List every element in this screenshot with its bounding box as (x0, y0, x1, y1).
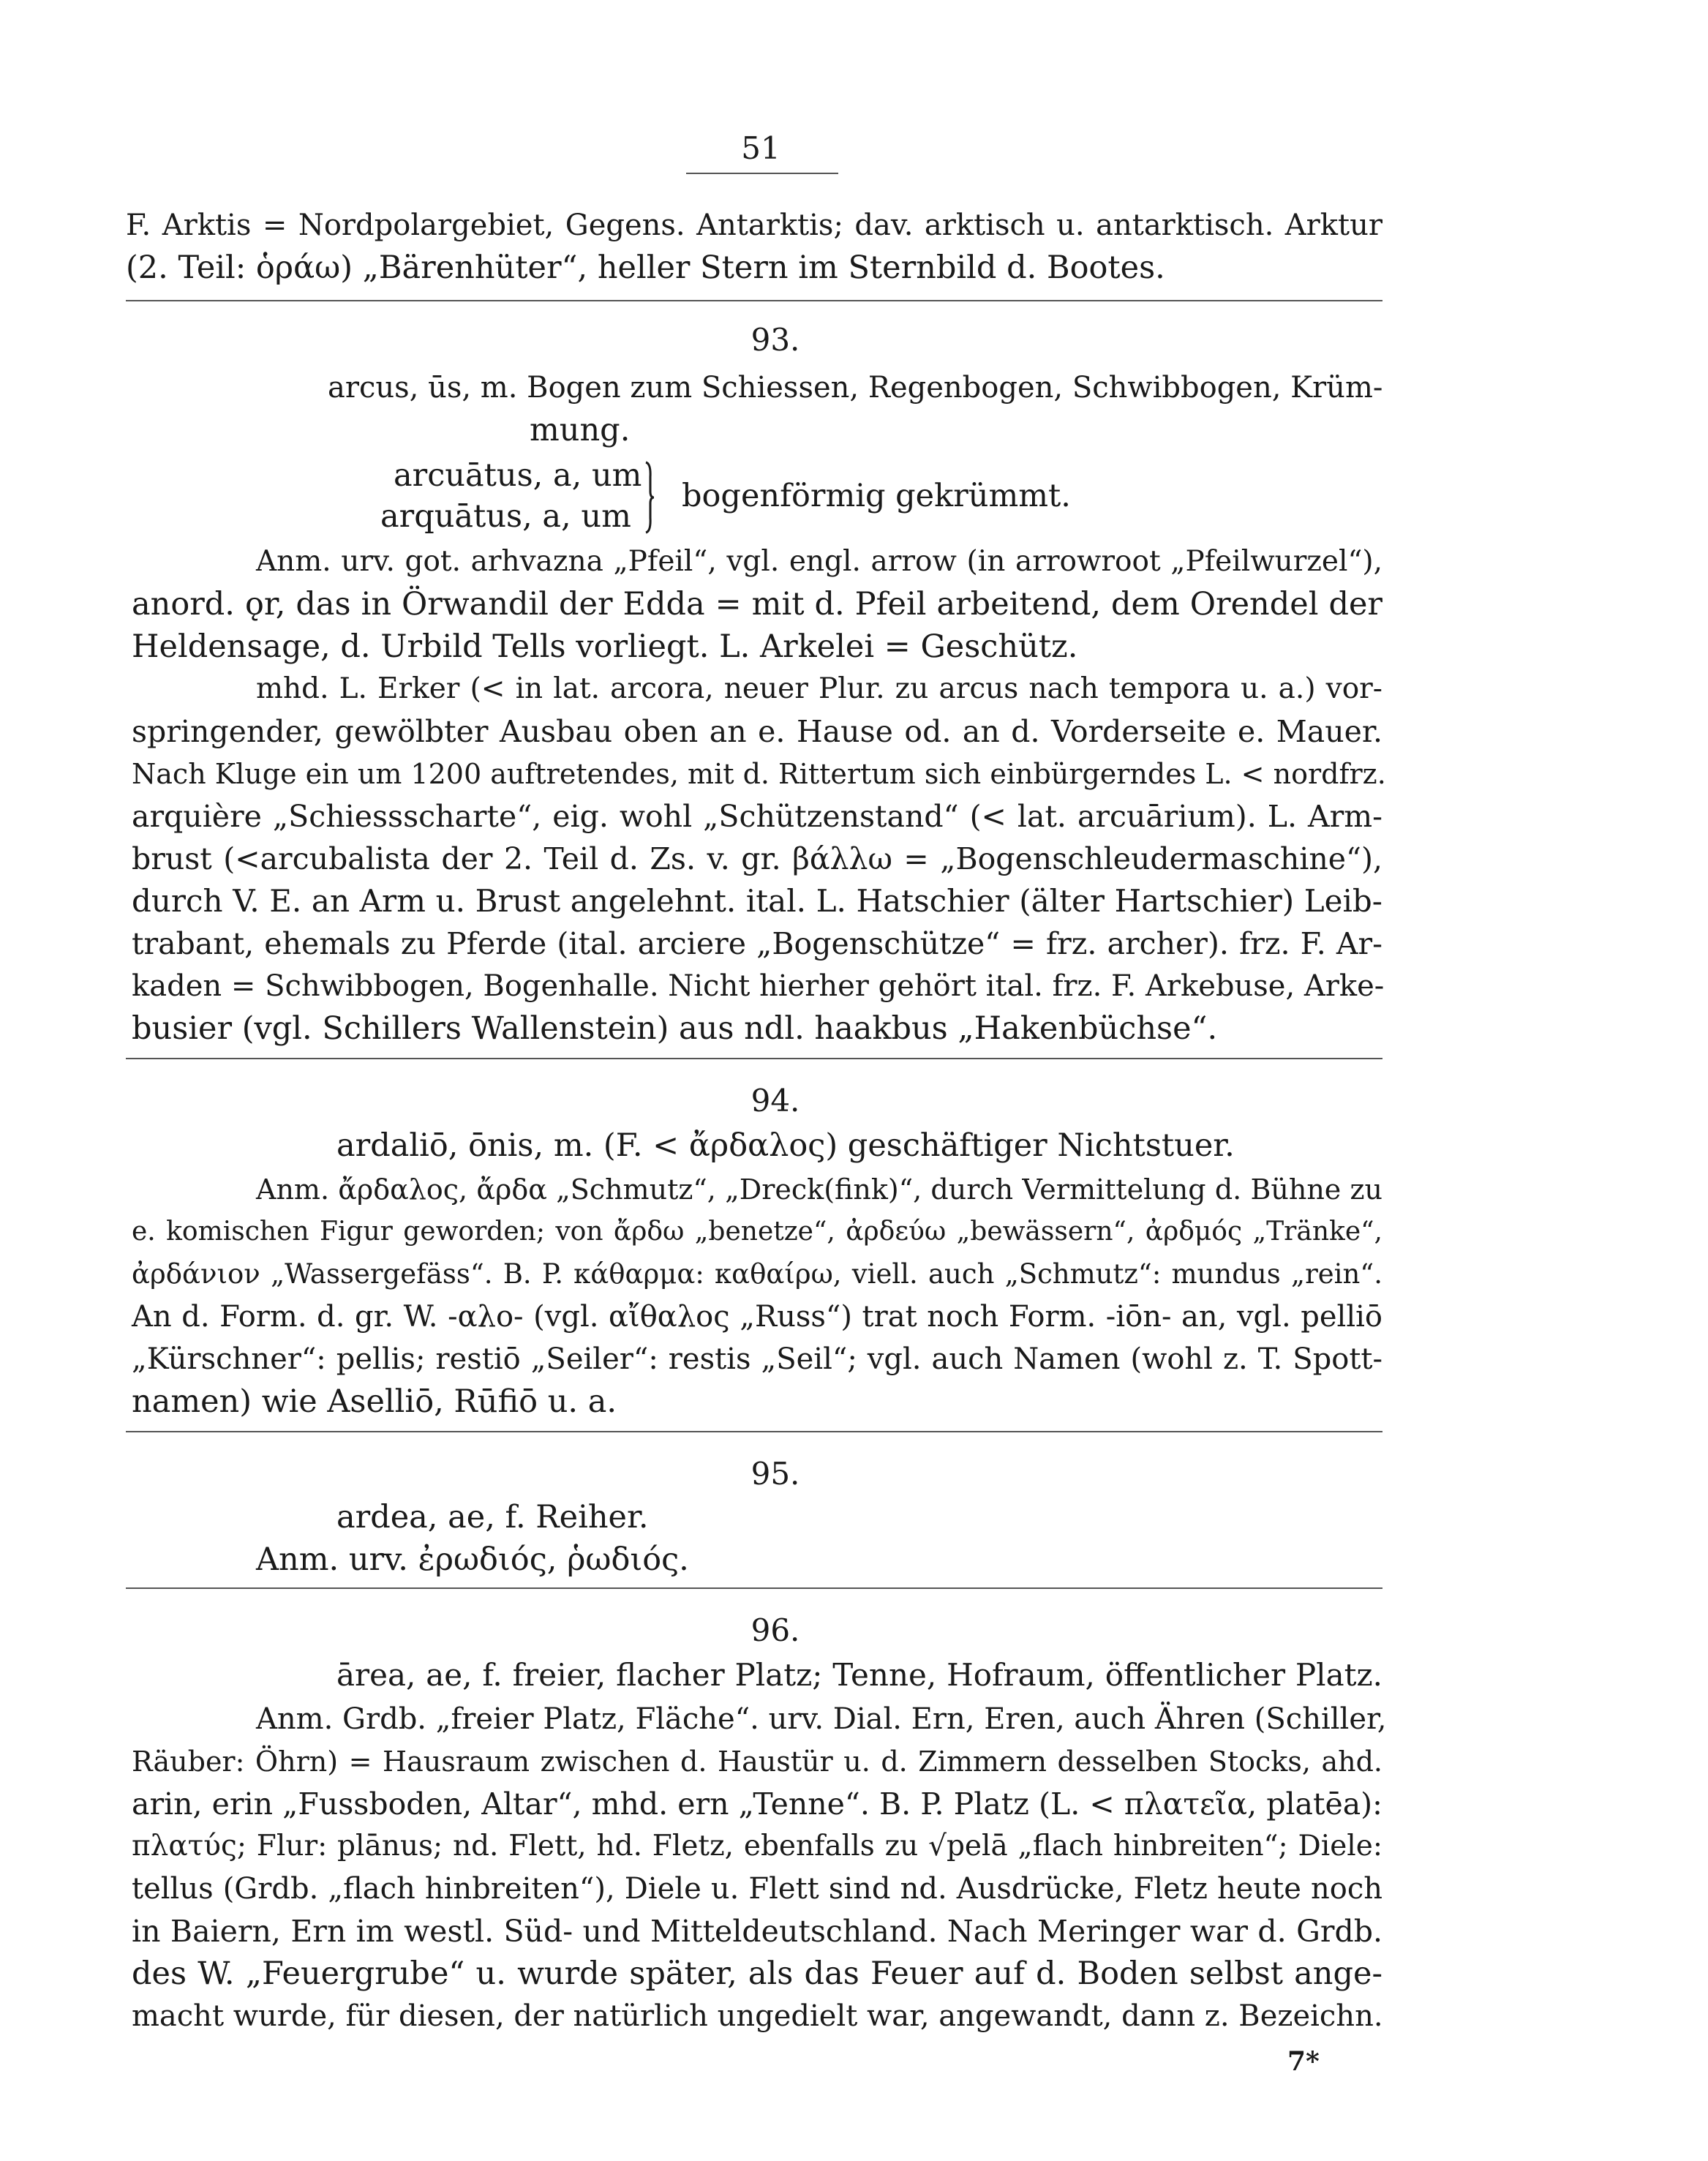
entry-note-line: Heldensage, d. Urbild Tells vorliegt. L. Arkelei = Geschütz. (132, 628, 1078, 665)
entry-variant: arcuātus, a, um (394, 457, 642, 494)
entry-note-line: ἀρδάνιον „Wassergefäss“. B. P. κάθαρμα: καθαίρω, viell. auch „Schmutz“: mundus „rein“. (132, 1258, 1382, 1290)
entry-headword: ardaliō, ōnis, m. (F. < ἄρδαλος) geschäftiger Nichtstuer. (336, 1127, 1235, 1164)
entry-headword-continuation: mung. (530, 412, 631, 448)
signature-mark: 7* (1287, 2046, 1320, 2077)
entry-note-line: „Kürschner“: pellis; restiō „Seiler“: restis „Seil“; vgl. auch Namen (wohl z. T. Spott- (132, 1342, 1382, 1376)
entry-variant: arquātus, a, um (380, 498, 631, 535)
entry-headword: arcus, ūs, m. Bogen zum Schiessen, Regenbogen, Schwibbogen, Krüm- (328, 371, 1383, 405)
entry-note-line: busier (vgl. Schillers Wallenstein) aus ndl. haakbus „Hakenbüchse“. (132, 1010, 1218, 1047)
section-divider (126, 1431, 1382, 1432)
section-divider (126, 300, 1382, 301)
entry-headword: ārea, ae, f. freier, flacher Platz; Tenne, Hofraum, öffentlicher Platz. (336, 1657, 1382, 1693)
entry-number: 94. (750, 1083, 800, 1119)
entry-note-line: brust (<arcubalista der 2. Teil d. Zs. v. gr. βάλλω = „Bogenschleudermaschine“), (132, 841, 1382, 876)
entry-note-line: mhd. L. Erker (< in lat. arcora, neuer Plur. zu arcus nach tempora u. a.) vor- (256, 672, 1382, 705)
entry-note-line: Anm. Grdb. „freier Platz, Fläche“. urv. Dial. Ern, Eren, auch Ähren (Schiller, (256, 1702, 1387, 1736)
section-divider (126, 1058, 1382, 1059)
entry-note-line: springender, gewölbter Ausbau oben an e. Hause od. an d. Vorderseite e. Mauer. (132, 714, 1382, 749)
entry-note-line: An d. Form. d. gr. W. -αλο- (vgl. αἴθαλος „Russ“) trat noch Form. -iōn- an, vgl. pelliō (132, 1300, 1382, 1334)
entry-note-line: in Baiern, Ern im westl. Süd- und Mitteldeutschland. Nach Meringer war d. Grdb. (132, 1914, 1382, 1949)
section-divider (126, 1587, 1382, 1589)
brace-icon (644, 461, 655, 534)
entry-number: 96. (750, 1612, 800, 1648)
entry-note-line: durch V. E. an Arm u. Brust angelehnt. ital. L. Hatschier (älter Hartschier) Leib- (132, 883, 1382, 919)
intro-line: (2. Teil: ὁράω) „Bärenhüter“, heller Stern im Sternbild d. Bootes. (126, 249, 1165, 286)
entry-number: 93. (750, 322, 800, 358)
entry-variant-meaning: bogenförmig gekrümmt. (682, 478, 1071, 514)
entry-note-line: Anm. ἄρδαλος, ἄρδα „Schmutz“, „Dreck(fink)“, durch Vermittelung d. Bühne zu (256, 1173, 1382, 1206)
entry-note-line: Räuber: Öhrn) = Hausraum zwischen d. Haustür u. d. Zimmern desselben Stocks, ahd. (132, 1745, 1382, 1778)
entry-note-line: kaden = Schwibbogen, Bogenhalle. Nicht hierher gehört ital. frz. F. Arkebuse, Arke- (132, 969, 1385, 1003)
entry-number: 95. (750, 1456, 800, 1492)
entry-note-line: Anm. urv. ἐρωδιός, ῥωδιός. (256, 1541, 689, 1578)
entry-note-line: Anm. urv. got. arhvazna „Pfeil“, vgl. engl. arrow (in arrowroot „Pfeilwurzel“), (256, 545, 1382, 578)
page-number-rule (686, 173, 838, 174)
intro-line: F. Arktis = Nordpolargebiet, Gegens. Antarktis; dav. arktisch u. antarktisch. Arktur (126, 208, 1382, 242)
entry-note-line: e. komischen Figur geworden; von ἄρδω „benetze“, ἀρδεύω „bewässern“, ἀρδμός „Tränke“, (132, 1217, 1382, 1247)
entry-note-line: macht wurde, für diesen, der natürlich ungedielt war, angewandt, dann z. Bezeichn. (132, 1999, 1383, 2033)
entry-note-line: πλατύς; Flur: plānus; nd. Flett, hd. Fletz, ebenfalls zu √pelā „flach hinbreiten“; Diele: (132, 1830, 1382, 1863)
entry-note-line: namen) wie Aselliō, Rūfiō u. a. (132, 1383, 617, 1420)
entry-note-line: Nach Kluge ein um 1200 auftretendes, mit d. Rittertum sich einbürgerndes L. < nordfrz. (132, 758, 1386, 790)
entry-note-line: trabant, ehemals zu Pferde (ital. arciere „Bogenschütze“ = frz. archer). frz. F. Ar- (132, 926, 1382, 961)
entry-headword: ardea, ae, f. Reiher. (336, 1499, 649, 1536)
page-number: 51 (741, 130, 780, 166)
entry-note-line: tellus (Grdb. „flach hinbreiten“), Diele u. Flett sind nd. Ausdrücke, Fletz heute noch (132, 1872, 1382, 1906)
entry-note-line: des W. „Feuergrube“ u. wurde später, als das Feuer auf d. Boden selbst ange- (132, 1955, 1382, 1992)
entry-note-line: arquière „Schiessscharte“, eig. wohl „Schützenstand“ (< lat. arcuārium). L. Arm- (132, 799, 1382, 834)
entry-note-line: arin, erin „Fussboden, Altar“, mhd. ern „Tenne“. B. P. Platz (L. < πλατεῖα, platēa): (132, 1786, 1382, 1822)
entry-note-line: anord. ǫr, das in Örwandil der Edda = mit d. Pfeil arbeitend, dem Orendel der (132, 586, 1382, 623)
